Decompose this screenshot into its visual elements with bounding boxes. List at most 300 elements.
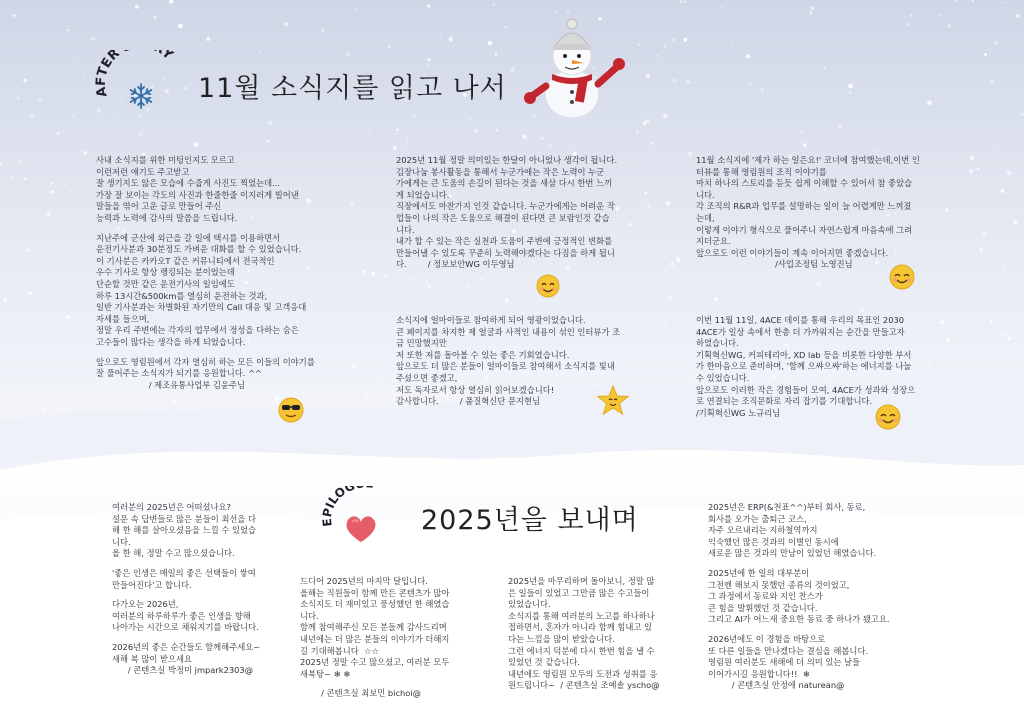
text-line: 소식지도 더 재미있고 풍성했던 한 해였습 <box>300 599 450 610</box>
text-line: 큰 페이지를 차지한 제 얼굴과 사적인 내용이 섞인 인터뷰가 조 <box>396 326 621 337</box>
text-line: 원드립니다~ / 콘텐츠실 조예솔 yscho@ <box>508 680 660 691</box>
text-line: 다는 느낌을 많이 받았습니다. <box>508 633 615 644</box>
snow-dot <box>994 41 998 45</box>
snow-dot <box>977 168 980 171</box>
snow-dot <box>469 119 471 121</box>
snow-dot <box>838 124 843 129</box>
snow-dot <box>206 37 210 41</box>
text-line: 함께 참여해주신 모든 분들께 감사드리며 <box>300 622 447 633</box>
text-line: 그전엔 해보지 못했던 종류의 것이었고, <box>708 579 850 590</box>
text-line: 설문 속 답변들로 많은 분들이 최선을 다 <box>112 513 257 524</box>
text-line: 드디어 2025년의 마지막 달입니다. <box>300 576 428 586</box>
snow-dot <box>901 66 903 68</box>
text-line: 업들이 나의 작은 도움으로 해결이 된다면 큰 보람인것 같습 <box>396 212 610 223</box>
snow-dot <box>355 8 357 10</box>
snow-dot <box>910 14 912 16</box>
snow-dot <box>882 295 884 297</box>
snow-dot <box>849 92 851 94</box>
text-line: 니다. <box>300 610 319 621</box>
text-line: 2025년에 한 일의 대부분이 <box>708 567 810 578</box>
snow-dot <box>0 162 2 166</box>
snow-dot <box>1004 240 1005 241</box>
snow-dot <box>650 142 653 145</box>
text-line: 해 한 해를 살아오셨음을 느낄 수 있었습 <box>112 525 257 536</box>
snow-dot <box>501 291 503 293</box>
text-line: 기획혁신WG, 커피테리아, XD lab 등을 비롯한 다양한 부서 <box>696 349 912 360</box>
snow-dot <box>522 134 526 138</box>
paragraph-gap <box>112 560 312 568</box>
text-line: 있었던 것 같습니다. <box>508 657 581 668</box>
text-line: 은 일들이 있었고 그만큼 많은 수고들이 <box>508 587 650 598</box>
text-line: 4ACE가 일상 속에서 한층 더 가까워지는 순간을 만들고자 <box>696 326 905 337</box>
text-line: 정말 우리 주변에는 각자의 업무에서 정성을 다하는 숨은 <box>96 325 299 336</box>
snow-dot <box>17 97 20 100</box>
text-line: 만들어진다'고 합니다. <box>112 579 192 590</box>
snow-dot <box>1003 268 1006 271</box>
text-line: 2026년에도 이 경험을 바탕으로 <box>708 633 826 644</box>
snow-dot <box>299 63 301 65</box>
text-line: 이 기사분은 카카오T 같은 커뮤니티에서 전국적인 <box>96 255 275 266</box>
text-line: 앞으로도 이런 이야기들이 계속 이어지면 좋겠습니다. <box>696 247 889 258</box>
text-line: 게 되었습니다. <box>396 189 450 200</box>
text-line: 여러분의 2025년은 어떠셨나요? <box>112 502 231 512</box>
snow-dot <box>51 182 53 184</box>
snow-dot <box>732 43 733 44</box>
text-line: 새해 복 많이 받으세요 <box>112 653 193 664</box>
snow-dot <box>74 398 78 402</box>
text-line: 앞으로도 이러한 작은 경험들이 모여, 4ACE가 성과와 성장으 <box>696 384 916 395</box>
snow-dot <box>673 78 677 82</box>
after-story-column-1 <box>96 155 366 391</box>
snow-dot <box>938 14 940 16</box>
snow-dot <box>58 375 60 377</box>
snow-dot <box>252 392 254 394</box>
snow-dot <box>668 295 673 300</box>
text-line: / 콘텐츠실 박정미 jmpark2303@ <box>112 665 254 676</box>
text-line: 니다. <box>696 189 715 200</box>
snow-dot <box>634 73 635 74</box>
snow-dot <box>413 115 416 118</box>
snow-dot <box>393 146 397 150</box>
snow-dot <box>33 278 36 281</box>
snow-dot <box>746 54 750 58</box>
snow-dot <box>13 14 16 17</box>
epilogue-column-2 <box>300 576 500 700</box>
snow-dot <box>646 74 650 78</box>
snow-dot <box>396 129 398 131</box>
snow-dot <box>1007 171 1012 176</box>
snow-dot <box>760 88 764 92</box>
snow-dot <box>187 409 188 410</box>
snow-dot <box>809 11 812 14</box>
text-line: 하루 13시간&500km를 열심히 운전하는 것과, <box>96 290 268 301</box>
snow-dot <box>646 119 650 123</box>
text-line: 김장나눔 봉사활동을 통해서 누군가에는 작은 노력이 누군 <box>396 166 605 177</box>
snow-dot <box>663 114 668 119</box>
snow-dot <box>990 80 993 83</box>
after-story-column-3b <box>696 315 956 419</box>
text-line: 잘 생기지도 않은 모습에 수줍게 사진도 찍었는데... <box>96 178 281 189</box>
text-line: 가에게는 큰 도움의 손길이 된다는 것을 새삼 다시 한번 느끼 <box>396 178 613 189</box>
snow-dot <box>72 114 74 116</box>
text-line: 말들을 엮어 고운 글로 만들어 주신 <box>96 201 222 212</box>
snow-dot <box>28 291 32 295</box>
snow-dot <box>505 26 507 28</box>
text-line: 회사를 오가는 출퇴근 코스, <box>708 513 807 524</box>
text-line: 터뷰를 통해 영림원의 조직 이야기를 <box>696 166 827 177</box>
snow-dot <box>66 29 69 32</box>
snow-dot <box>30 114 34 118</box>
snow-dot <box>981 363 983 365</box>
text-line: / 제조유통사업부 김윤주님 <box>96 379 245 390</box>
text-line: 하였습니다. <box>696 338 739 349</box>
text-line: 지더군요. <box>696 236 731 247</box>
paragraph-gap <box>112 591 312 599</box>
snow-dot <box>684 1 686 3</box>
paragraph-gap <box>708 560 928 568</box>
after-story-label: AFTER Y <box>95 50 176 99</box>
text-line: 새로운 많은 것과의 만남이 있었던 해였습니다. <box>708 548 877 559</box>
text-line: 내년에는 더 많은 분들의 이야기가 더해지 <box>300 633 450 644</box>
snow-dot <box>91 384 95 388</box>
text-line: 2026년의 좋은 순간들도 함께해주세요~ <box>112 641 261 652</box>
snow-dot <box>178 24 183 29</box>
snowflake-icon <box>127 82 155 110</box>
text-line: /사업조정팀 노영진님 <box>696 259 853 270</box>
text-line: 자세를 들으며, <box>96 313 150 324</box>
text-line: 사내 소식지를 위한 미팅인지도 모르고 <box>96 155 235 165</box>
text-line: 잘 풀어주는 소식지가 되기를 응원합니다. ^^ <box>96 368 262 379</box>
snow-dot <box>585 294 586 295</box>
text-line: 우수 기사로 항상 랭킹되는 분이었는데 <box>96 267 235 278</box>
snow-dot <box>809 70 811 72</box>
paragraph-gap <box>96 349 366 357</box>
text-line: 있었습니다. <box>508 599 551 610</box>
snow-dot <box>721 278 723 280</box>
epilogue-badge <box>322 486 412 552</box>
snow-dot <box>302 106 303 107</box>
text-line: 가장 잘 보이는 각도의 사진과 한줄한줄 이지러게 빌어낸 <box>96 189 299 200</box>
paragraph-gap <box>708 626 928 634</box>
snow-dot <box>427 284 431 288</box>
snow-dot <box>669 3 670 4</box>
snow-dot <box>636 131 639 134</box>
snow-dot <box>377 380 380 383</box>
snow-dot <box>495 129 498 132</box>
text-line: 저 또한 저를 돌아볼 수 있는 좋은 기회였습니다. <box>396 349 570 360</box>
snow-dot <box>267 140 269 142</box>
text-line: / 콘텐츠실 최보민 bichoi@ <box>300 688 421 699</box>
snow-dot <box>848 84 853 89</box>
text-line: 단순할 것만 같은 운전기사의 일임에도 <box>96 278 235 289</box>
snow-dot <box>172 19 174 21</box>
snow-dot <box>684 38 688 42</box>
snow-dot <box>995 148 997 150</box>
snow-dot <box>18 159 21 162</box>
snow-dot <box>569 294 571 296</box>
text-line: 만들어낼 수 있도록 꾸준히 노력해야겠다는 다짐을 하게 됩니 <box>396 247 615 258</box>
snow-dot <box>91 37 95 41</box>
snow-dot <box>57 132 60 135</box>
text-line: 금 민망했지만 <box>396 338 447 349</box>
snow-dot <box>795 136 797 138</box>
snow-dot <box>71 83 73 85</box>
snow-dot <box>346 53 350 57</box>
snow-dot <box>77 56 79 58</box>
text-line: 가 한마음으로 준비하며, '함께 으쌰으쌰'하는 에너지를 나눌 <box>696 361 912 372</box>
snow-dot <box>368 129 370 131</box>
snow-dot <box>52 190 55 193</box>
text-line: 익숙했던 많은 것과의 이별인 동시에 <box>708 536 839 547</box>
blush-emoji-2 <box>875 404 901 430</box>
snow-dot <box>412 278 415 281</box>
text-line: 나아가는 시간으로 채워지기를 바랍니다. <box>112 622 259 633</box>
text-line: 각 조직의 R&R과 업무를 설명하는 일이 늘 어렵게만 느껴졌 <box>696 201 912 212</box>
snow-dot <box>1007 337 1010 340</box>
text-line: 접하면서, 혼자가 아니라 함께 힘내고 있 <box>508 622 653 633</box>
snow-dot <box>680 0 683 3</box>
blush-emoji <box>889 264 915 290</box>
snow-dot <box>364 395 368 399</box>
text-line: 앞으로도 더 많은 분들이 얼마이들로 참여해서 소식지를 빛내 <box>396 361 615 372</box>
epilogue-column-4 <box>708 502 928 692</box>
snow-dot <box>321 28 325 32</box>
snow-dot <box>38 98 42 102</box>
text-line: 마치 하나의 스토리를 듣듯 쉽게 이해할 수 있어서 참 좋았습 <box>696 178 913 189</box>
text-line: 능력과 노력에 감사의 말씀을 드립니다. <box>96 212 238 223</box>
snow-dot <box>202 406 204 408</box>
snow-dot <box>927 100 932 105</box>
snow-dot <box>1013 220 1018 225</box>
snow-dot <box>385 274 388 277</box>
snow-dot <box>1021 113 1024 116</box>
snow-dot <box>427 58 430 61</box>
text-line: 수 있었습니다. <box>696 372 750 383</box>
text-line: 이런저런 얘기도 주고받고 <box>96 166 190 177</box>
after-story-column-2b <box>396 315 696 408</box>
epilogue-column-3 <box>508 576 708 692</box>
snow-dot <box>448 37 453 42</box>
snow-dot <box>481 277 485 281</box>
paragraph-gap <box>96 225 366 233</box>
text-line: 그리고 AI가 어느새 중요한 동료 중 하나가 됐고요. <box>708 614 890 625</box>
snow-dot <box>407 147 408 148</box>
snow-dot <box>474 129 478 133</box>
text-line: 11월 소식지에 '제가 하는 일은요!' 코너에 참여했는데,이번 인 <box>696 155 920 165</box>
snow-dot <box>440 34 442 36</box>
snow-dot <box>1002 2 1004 4</box>
text-line: 그 과정에서 동료와 지인 찬스가 <box>708 591 823 602</box>
snow-dot <box>66 315 70 319</box>
heart-icon <box>344 514 378 544</box>
snow-dot <box>23 78 27 82</box>
snow-dot <box>979 248 983 252</box>
text-line: 큰 힘을 발휘했던 것 같습니다. <box>708 602 818 613</box>
after-story-column-2a <box>396 155 696 271</box>
snow-dot <box>810 6 814 10</box>
snow-dot <box>488 41 492 45</box>
text-line: 이어가시길 응원합니다!! ❄ <box>708 668 810 679</box>
text-line: 올 한 해, 정말 수고 많으셨습니다. <box>112 548 235 559</box>
text-line: 소식지에 얼마이들로 참여하게 되어 영광이었습니다. <box>396 315 586 325</box>
snow-dot <box>984 316 986 318</box>
snow-dot <box>284 22 288 26</box>
snow-dot <box>948 24 951 27</box>
text-line: 또 다른 일들을 만나겠다는 결심을 해봅니다. <box>708 645 869 656</box>
text-line: 새복탕~ ❄ ❄ <box>300 668 351 679</box>
snow-dot <box>906 23 910 27</box>
epilogue-title: 2025년을 보내며 <box>421 505 639 536</box>
snow-dot <box>721 7 723 9</box>
snow-dot <box>47 213 51 217</box>
text-line: 감사합니다. / 품질혁신단 문지현님 <box>396 396 541 407</box>
snow-dot <box>877 150 879 152</box>
text-line: 소식지를 통해 여러분의 노고를 하나하나 <box>508 610 655 621</box>
snow-dot <box>173 398 177 402</box>
snow-dot <box>672 38 675 41</box>
text-line: 그런 에너지 덕분에 다시 한번 힘을 낼 수 <box>508 645 655 656</box>
snow-dot <box>465 285 469 289</box>
text-line: 자주 오르내리는 지하철역까지 <box>708 525 818 536</box>
sunglasses-emoji <box>278 397 304 423</box>
text-line: 2025년 11월 정말 의미있는 한달이 아니었나 생각이 됩니다. <box>396 155 618 165</box>
snow-dot <box>13 127 15 129</box>
snow-dot <box>139 132 143 136</box>
text-line: 니다. <box>112 536 131 547</box>
snow-dot <box>7 100 8 101</box>
text-line: 는데, <box>696 212 715 223</box>
snow-dot <box>850 312 851 313</box>
snow-dot <box>338 14 339 15</box>
snow-dot <box>371 272 375 276</box>
snow-dot <box>169 0 173 4</box>
snow-dot <box>87 179 89 181</box>
snow-dot <box>406 139 409 142</box>
snow-dot <box>3 298 7 302</box>
text-line: 고수들이 많다는 생각을 하게 되었습니다. <box>96 336 246 347</box>
text-line: 내가 할 수 있는 작은 실천과 도움이 주변에 긍정적인 변화를 <box>396 236 613 247</box>
text-line: 내년에도 영림원 모두의 도전과 성취를 응 <box>508 668 658 679</box>
snow-dot <box>714 297 717 300</box>
snow-dot <box>955 0 958 3</box>
snow-dot <box>25 249 29 253</box>
snow-dot <box>453 285 454 286</box>
snow-dot <box>19 176 21 178</box>
snow-dot <box>194 142 199 147</box>
text-line: 직장에서도 마찬가지 인것 같습니다. 누군가에게는 어려운 작 <box>396 201 615 212</box>
snow-dot <box>493 4 495 6</box>
after-story-badge <box>95 50 185 120</box>
snow-dot <box>83 74 85 76</box>
snow-dot <box>656 55 658 57</box>
text-line: 2025년 정말 수고 많으셨고, 여러분 모두 <box>300 657 450 668</box>
snowman-image <box>522 14 632 120</box>
snow-dot <box>24 177 27 180</box>
text-line: 저도 독자로서 항상 열심히 읽어보겠습니다! <box>396 384 555 395</box>
paragraph-gap <box>300 680 500 688</box>
snow-dot <box>510 67 514 71</box>
after-story-column-3a <box>696 155 956 271</box>
snow-dot <box>801 131 803 133</box>
snow-dot <box>239 127 242 130</box>
snow-dot <box>505 298 510 303</box>
snow-dot <box>915 295 917 297</box>
text-line: 운전기사분과 30분정도 가벼운 대화를 할 수 있었습니다. <box>96 244 302 255</box>
after-story-title: 11월 소식지를 읽고 나서 <box>198 73 507 104</box>
snow-dot <box>135 5 139 9</box>
text-line: 길 기대해봅니다 ☆☆ <box>300 645 379 656</box>
snow-dot <box>42 407 47 412</box>
snow-dot <box>984 53 987 56</box>
text-line: 로 연결되는 조직문화로 자리 잡기를 기대합니다. <box>696 396 873 407</box>
text-line: 다. / 정보보안WG 이두영님 <box>396 259 515 270</box>
snow-dot <box>750 82 752 84</box>
snow-dot <box>1001 333 1004 336</box>
snow-dot <box>817 282 821 286</box>
snow-dot <box>860 309 863 312</box>
snow-dot <box>995 170 996 171</box>
snow-dot <box>388 45 391 48</box>
text-line: / 콘텐츠실 안정애 naturean@ <box>708 680 845 691</box>
snow-dot <box>83 151 87 155</box>
text-line: 이렇게 이야기 형식으로 풀어주니 자연스럽게 마음속에 그려 <box>696 224 913 235</box>
snow-dot <box>982 232 987 237</box>
text-line: 2025년은 ERP(&천표^^)부터 회사, 동료, <box>708 502 866 512</box>
text-line: 다가오는 2026년, <box>112 599 179 610</box>
snow-dot <box>663 45 666 48</box>
snow-dot <box>500 152 501 153</box>
snow-dot <box>634 51 636 53</box>
snow-dot <box>495 53 498 56</box>
star-emoji <box>597 384 629 416</box>
snow-dot <box>268 121 272 125</box>
snow-dot <box>686 80 689 83</box>
snow-dot <box>869 16 870 17</box>
text-line: 이번 11월 11일, 4ACE 데이를 통해 우리의 목표인 2030 <box>696 315 905 325</box>
snow-dot <box>1016 14 1020 18</box>
snow-dot <box>427 4 430 7</box>
text-line: 앞으로도 영림원에서 각자 열심히 하는 모든 이들의 이야기를 <box>96 356 315 367</box>
snow-dot <box>259 51 260 52</box>
snow-dot <box>990 320 993 323</box>
snow-dot <box>154 16 157 19</box>
epilogue-label: ILOG <box>322 486 357 511</box>
epilogue-column-1 <box>112 502 312 677</box>
text-line: 2025년을 마무리하며 돌아보니, 정말 많 <box>508 576 655 586</box>
smile-emoji <box>536 274 560 298</box>
snow-dot <box>823 67 825 69</box>
snow-dot <box>638 44 641 47</box>
snow-dot <box>997 92 999 94</box>
snow-dot <box>982 267 983 268</box>
snow-dot <box>10 175 14 179</box>
text-line: 주셨으면 좋겠고, <box>396 372 458 383</box>
snow-dot <box>65 184 67 186</box>
snow-dot <box>58 104 60 106</box>
snow-dot <box>548 144 550 146</box>
snow-dot <box>969 169 973 173</box>
snow-dot <box>970 156 974 160</box>
text-line: 니다. <box>396 224 415 235</box>
snow-dot <box>541 137 544 140</box>
text-line: 지난주에 군산에 외근을 갈 일에 택시를 이용하면서 <box>96 232 281 243</box>
snow-dot <box>948 32 949 33</box>
snow-dot <box>426 281 428 283</box>
text-line: 여러분의 하루하루가 좋은 인생을 향해 <box>112 610 251 621</box>
snow-dot <box>0 252 2 255</box>
text-line: 영림원 여러분도 새해에 더 의미 있는 날들 <box>708 657 861 668</box>
paragraph-gap <box>112 634 312 642</box>
